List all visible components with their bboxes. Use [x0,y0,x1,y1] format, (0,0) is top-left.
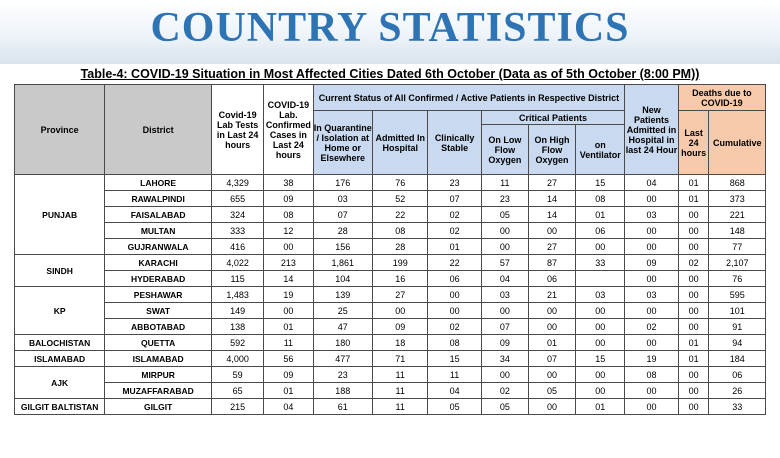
table-row [15,367,766,383]
header-low-flow: On Low Flow Oxygen [481,125,528,175]
province-cell: BALOCHISTAN [15,335,105,351]
value-cell: 00 [625,335,678,351]
district-cell: GILGIT [105,399,212,415]
value-cell: 04 [625,175,678,191]
district-cell: LAHORE [105,175,212,191]
header-new-admitted: New Patients Admitted in Hospital in last 24 Hour [625,85,678,175]
header-last24: Last 24 hours [678,111,709,175]
value-cell: 213 [264,255,313,271]
district-cell: MULTAN [105,223,212,239]
value-cell: 05 [528,383,575,399]
value-cell: 56 [264,351,313,367]
header-admitted: Admitted In Hospital [373,111,428,175]
value-cell: 15 [576,175,625,191]
value-cell: 00 [678,303,709,319]
value-cell: 1,861 [313,255,373,271]
value-cell: 4,000 [211,351,263,367]
province-cell: ISLAMABAD [15,351,105,367]
value-cell: 03 [313,191,373,207]
value-cell: 115 [211,271,263,287]
table-row [15,399,766,415]
value-cell: 00 [528,223,575,239]
value-cell: 477 [313,351,373,367]
value-cell: 03 [576,287,625,303]
value-cell: 11 [264,335,313,351]
table-row [15,207,766,223]
covid-table [14,84,766,415]
value-cell: 11 [373,383,428,399]
value-cell: 38 [264,175,313,191]
district-cell: ABBOTABAD [105,319,212,335]
value-cell: 23 [428,175,481,191]
header-cumulative: Cumulative [709,111,766,175]
value-cell: 11 [373,367,428,383]
table-row [15,351,766,367]
value-cell: 21 [528,287,575,303]
header-critical: Critical Patients [481,111,625,125]
province-cell: KP [15,287,105,335]
value-cell: 87 [528,255,575,271]
value-cell: 77 [709,239,766,255]
value-cell: 149 [211,303,263,319]
value-cell: 04 [481,271,528,287]
value-cell: 09 [373,319,428,335]
value-cell: 00 [428,287,481,303]
value-cell: 215 [211,399,263,415]
value-cell: 01 [428,239,481,255]
value-cell: 00 [678,399,709,415]
value-cell: 148 [709,223,766,239]
value-cell: 4,329 [211,175,263,191]
value-cell: 06 [428,271,481,287]
value-cell: 324 [211,207,263,223]
value-cell: 07 [428,191,481,207]
value-cell: 28 [373,239,428,255]
district-cell: RAWALPINDI [105,191,212,207]
value-cell: 76 [373,175,428,191]
province-cell: AJK [15,367,105,399]
value-cell: 199 [373,255,428,271]
value-cell: 00 [576,239,625,255]
district-cell: MIRPUR [105,367,212,383]
value-cell: 14 [528,207,575,223]
value-cell: 00 [625,303,678,319]
value-cell: 01 [264,383,313,399]
province-cell: GILGIT BALTISTAN [15,399,105,415]
table-row [15,271,766,287]
value-cell: 00 [678,223,709,239]
value-cell: 00 [528,399,575,415]
header-district: District [105,85,212,175]
value-cell: 15 [428,351,481,367]
value-cell: 176 [313,175,373,191]
value-cell: 592 [211,335,263,351]
value-cell: 188 [313,383,373,399]
value-cell: 65 [211,383,263,399]
value-cell: 11 [481,175,528,191]
table-row [15,175,766,191]
value-cell: 02 [428,207,481,223]
value-cell: 00 [576,367,625,383]
district-cell: ISLAMABAD [105,351,212,367]
value-cell: 180 [313,335,373,351]
value-cell: 11 [373,399,428,415]
value-cell: 12 [264,223,313,239]
value-cell: 221 [709,207,766,223]
value-cell: 00 [264,239,313,255]
value-cell: 00 [678,287,709,303]
value-cell: 01 [264,319,313,335]
page-title: COUNTRY STATISTICS [150,5,630,51]
value-cell: 08 [264,207,313,223]
value-cell: 00 [625,191,678,207]
value-cell: 71 [373,351,428,367]
value-cell: 16 [373,271,428,287]
value-cell: 138 [211,319,263,335]
header-current-status: Current Status of All Confirmed / Active Patients in Respective District [313,85,625,111]
value-cell: 15 [576,351,625,367]
value-cell: 00 [625,399,678,415]
value-cell: 00 [264,303,313,319]
value-cell: 02 [625,319,678,335]
value-cell: 91 [709,319,766,335]
table-row [15,223,766,239]
value-cell: 22 [373,207,428,223]
value-cell: 03 [481,287,528,303]
district-cell: KARACHI [105,255,212,271]
value-cell: 00 [481,239,528,255]
value-cell: 01 [678,191,709,207]
value-cell: 101 [709,303,766,319]
value-cell: 00 [481,223,528,239]
value-cell: 595 [709,287,766,303]
value-cell: 18 [373,335,428,351]
value-cell: 02 [428,223,481,239]
value-cell: 26 [709,383,766,399]
value-cell: 09 [264,191,313,207]
value-cell: 05 [481,399,528,415]
value-cell: 08 [373,223,428,239]
value-cell: 52 [373,191,428,207]
value-cell: 02 [428,319,481,335]
table-row [15,303,766,319]
table-caption: Table-4: COVID-19 Situation in Most Affected Cities Dated 6th October (Data as of 5th October (8:00 PM)) [80,67,700,81]
value-cell: 22 [428,255,481,271]
value-cell: 00 [625,271,678,287]
value-cell: 28 [313,223,373,239]
value-cell: 14 [264,271,313,287]
value-cell: 05 [428,399,481,415]
value-cell: 00 [481,303,528,319]
value-cell: 655 [211,191,263,207]
value-cell: 61 [313,399,373,415]
district-cell: GUJRANWALA [105,239,212,255]
value-cell: 59 [211,367,263,383]
value-cell: 33 [576,255,625,271]
value-cell: 00 [528,367,575,383]
table-row [15,191,766,207]
value-cell: 27 [373,287,428,303]
value-cell: 27 [528,239,575,255]
value-cell: 00 [428,303,481,319]
value-cell: 33 [709,399,766,415]
value-cell [576,271,625,287]
value-cell: 00 [576,335,625,351]
header-stable: Clinically Stable [428,111,481,175]
value-cell: 03 [625,287,678,303]
value-cell: 416 [211,239,263,255]
table-row [15,319,766,335]
table-row [15,287,766,303]
header-province: Province [15,85,105,175]
value-cell: 00 [678,367,709,383]
value-cell: 104 [313,271,373,287]
value-cell: 00 [678,271,709,287]
value-cell: 00 [576,303,625,319]
value-cell: 01 [528,335,575,351]
header-confirmed: COVID-19 Lab. Confirmed Cases in Last 24 hours [264,85,313,175]
value-cell: 25 [313,303,373,319]
table-row [15,255,766,271]
table-row [15,335,766,351]
value-cell: 07 [528,351,575,367]
value-cell: 03 [625,207,678,223]
value-cell: 01 [678,335,709,351]
value-cell: 00 [678,239,709,255]
header-high-flow: On High Flow Oxygen [528,125,575,175]
value-cell: 09 [481,335,528,351]
value-cell: 00 [576,319,625,335]
value-cell: 23 [481,191,528,207]
value-cell: 01 [576,207,625,223]
value-cell: 07 [313,207,373,223]
value-cell: 07 [481,319,528,335]
value-cell: 09 [625,255,678,271]
district-cell: FAISALABAD [105,207,212,223]
value-cell: 00 [481,367,528,383]
value-cell: 02 [481,383,528,399]
value-cell: 23 [313,367,373,383]
value-cell: 868 [709,175,766,191]
value-cell: 156 [313,239,373,255]
value-cell: 08 [428,335,481,351]
header-quarantine: In Quarantine / Isolation at Home or Elsewhere [313,111,373,175]
province-cell: SINDH [15,255,105,287]
value-cell: 08 [576,191,625,207]
value-cell: 01 [678,175,709,191]
district-cell: SWAT [105,303,212,319]
value-cell: 00 [678,207,709,223]
value-cell: 76 [709,271,766,287]
header-deaths: Deaths due to COVID-19 [678,85,765,111]
value-cell: 08 [625,367,678,383]
value-cell: 34 [481,351,528,367]
district-cell: PESHAWAR [105,287,212,303]
value-cell: 04 [428,383,481,399]
value-cell: 06 [576,223,625,239]
value-cell: 06 [709,367,766,383]
value-cell: 06 [528,271,575,287]
header-ventilator: on Ventilator [576,125,625,175]
value-cell: 57 [481,255,528,271]
value-cell: 00 [625,383,678,399]
value-cell: 04 [264,399,313,415]
value-cell: 00 [625,223,678,239]
value-cell: 2,107 [709,255,766,271]
value-cell: 27 [528,175,575,191]
value-cell: 184 [709,351,766,367]
district-cell: QUETTA [105,335,212,351]
district-cell: MUZAFFARABAD [105,383,212,399]
value-cell: 19 [264,287,313,303]
value-cell: 11 [428,367,481,383]
value-cell: 00 [528,319,575,335]
value-cell: 333 [211,223,263,239]
value-cell: 05 [481,207,528,223]
value-cell: 47 [313,319,373,335]
value-cell: 1,483 [211,287,263,303]
value-cell: 14 [528,191,575,207]
district-cell: HYDERABAD [105,271,212,287]
value-cell: 00 [576,383,625,399]
value-cell: 01 [576,399,625,415]
value-cell: 4,022 [211,255,263,271]
value-cell: 139 [313,287,373,303]
value-cell: 01 [678,351,709,367]
value-cell: 02 [678,255,709,271]
value-cell: 00 [625,239,678,255]
value-cell: 00 [678,383,709,399]
header-lab-tests: Covid-19 Lab Tests in Last 24 hours [211,85,263,175]
value-cell: 94 [709,335,766,351]
value-cell: 00 [373,303,428,319]
value-cell: 09 [264,367,313,383]
value-cell: 00 [678,319,709,335]
table-row [15,383,766,399]
value-cell: 00 [528,303,575,319]
table-row [15,239,766,255]
province-cell: PUNJAB [15,175,105,255]
value-cell: 19 [625,351,678,367]
value-cell: 373 [709,191,766,207]
